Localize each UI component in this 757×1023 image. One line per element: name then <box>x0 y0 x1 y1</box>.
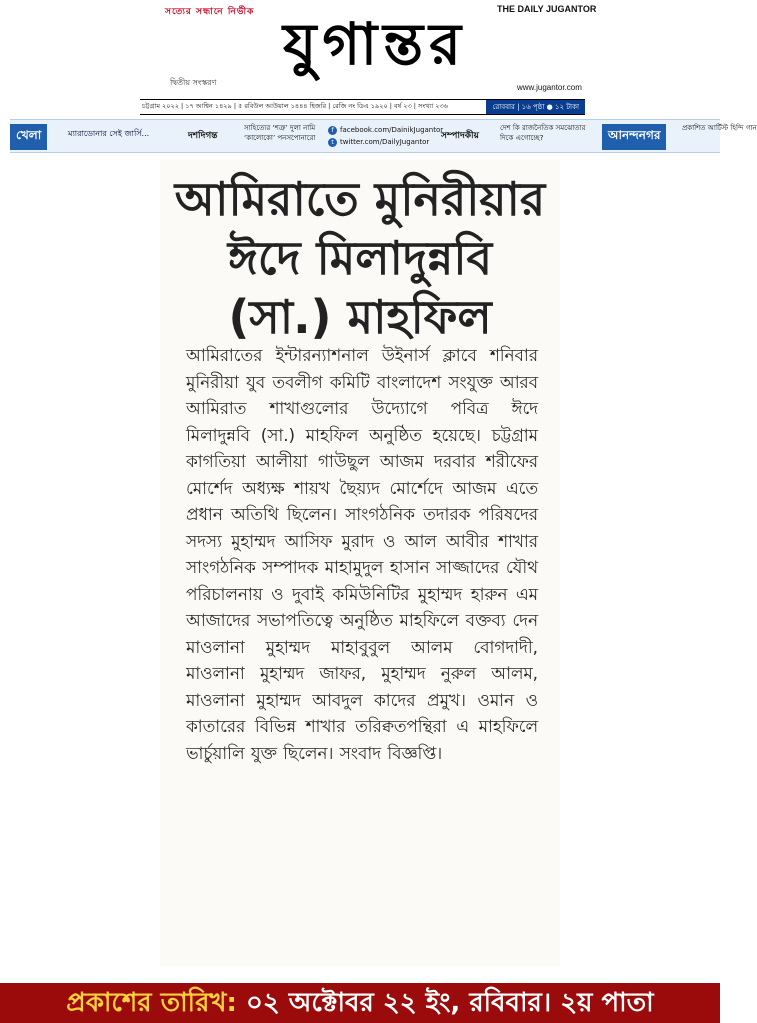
facebook-icon: f <box>328 126 337 135</box>
teaser-anandanagar-text: প্রকাশিত আর্টিস্ট হিন্দি গান <box>682 124 757 132</box>
masthead-english-name: THE DAILY JUGANTOR <box>497 4 597 14</box>
article-body: আমিরাতের ইন্টারন্যাশনাল উইনার্স ক্লাবে শনিবার মুনিরীয়া যুব তবলীগ কমিটি বাংলাদেশ সংযুক্ত আরব আমিরাত শাখাগুলোর উদ্যোগে পবিত্র ঈদে মিলাদুন্নবি (সা.) মাহফিল অনুষ্ঠিত হয়েছে। চট্টগ্রাম কাগতিয়া আলীয়া গাউছুল আজম দরবার শরীফের মোর্শেদ অধ্যক্ষ শায়খ ছৈয়্যদ মোর্শেদে আজম এতে প্রধান অতিথি ছিলেন। সাংগঠনিক তদারক পরিষদের সদস্য মুহাম্মদ আসিফ মুরাদ ও আল আবীর শাখার সাংগঠনিক সম্পাদক মাহামুদুল হাসান সাজ্জাদের যৌথ পরিচালনায় ও দুবাই কমিউনিটির মুহাম্মদ হারুন এম আজাদের সভাপতিত্বে অনুষ্ঠিত মাহফিলে বক্তব্য দেন মাওলানা মুহাম্মদ মাহাবুবুল আলম বোগদাদী, মাওলানা মুহাম্মদ জাফর, মুহাম্মদ নুরুল আলম, মাওলানা মুহাম্মদ আবদুল কাদের প্রমুখ। ওমান ও কাতারের বিভিন্ন শাখার তরিক্বতপন্থিরা এ মাহফিলে ভার্চুয়ালি যুক্ত ছিলেন। সংবাদ বিজ্ঞপ্তি। <box>186 345 538 763</box>
headline-line-2: ঈদে মিলাদুন্নবি <box>227 231 493 285</box>
publication-date-label: প্রকাশের তারিখ: <box>66 988 237 1018</box>
edition-label: দ্বিতীয় সংস্করণ <box>170 78 217 87</box>
section-teaser-strip <box>10 119 757 153</box>
teaser-khela-label: খেলা <box>10 124 47 150</box>
teaser-khela-text: ম্যারাডোনার সেই জার্সি... <box>68 129 150 138</box>
news-clipping <box>160 160 560 966</box>
facebook-handle: facebook.com/DainikJugantor <box>340 126 444 134</box>
masthead-tagline: সত্যের সন্ধানে নির্ভীক <box>165 7 255 17</box>
jugantor-logo: যুগান্তর <box>282 10 468 78</box>
teaser-sampadokiyo-text: দেশ কি রাজনৈতিক সমঝোতার দিকে এগোচ্ছে? <box>500 124 586 142</box>
article-headline <box>160 170 560 347</box>
publication-date-banner <box>0 983 720 1023</box>
dateline-bar <box>140 99 585 115</box>
twitter-icon: t <box>328 138 337 147</box>
headline-line-1: আমিরাতে মুনিরীয়ার <box>174 172 546 226</box>
website-url: www.jugantor.com <box>517 83 582 92</box>
headline-line-3: (সা.) মাহফিল <box>228 290 492 344</box>
social-links <box>328 124 443 148</box>
twitter-handle: twitter.com/DailyJugantor <box>340 138 430 146</box>
teaser-dashdigonto-text: সাহিত্যের ‘শত্রু’ দুলা নামি ‘কালোকো’ পনসপোনারো <box>244 124 316 142</box>
dateline-text: চট্টগ্রাম ২০২২ | ১৭ আশ্বিন ১৪২৯ | ৫ রবিউল আউয়াল ১৪৪৪ হিজরি | রেজি নং ডিএ ১৯২০ | বর্ষ ২৩ | সংখ্যা ২৩৬ <box>142 102 448 110</box>
teaser-anandanagar-label: আনন্দনগর <box>602 124 666 150</box>
teaser-sampadokiyo-label: সম্পাদকীয় <box>441 131 479 141</box>
teaser-dashdigonto-label: দশদিগন্ত <box>188 131 218 141</box>
newspaper-masthead <box>0 0 720 118</box>
publication-date-value: ০২ অক্টোবর ২২ ইং, রবিবার। ২য় পাতা <box>245 988 654 1018</box>
day-price-badge: রোববার | ১৬ পৃষ্ঠা ● ১২ টাকা <box>486 100 585 114</box>
